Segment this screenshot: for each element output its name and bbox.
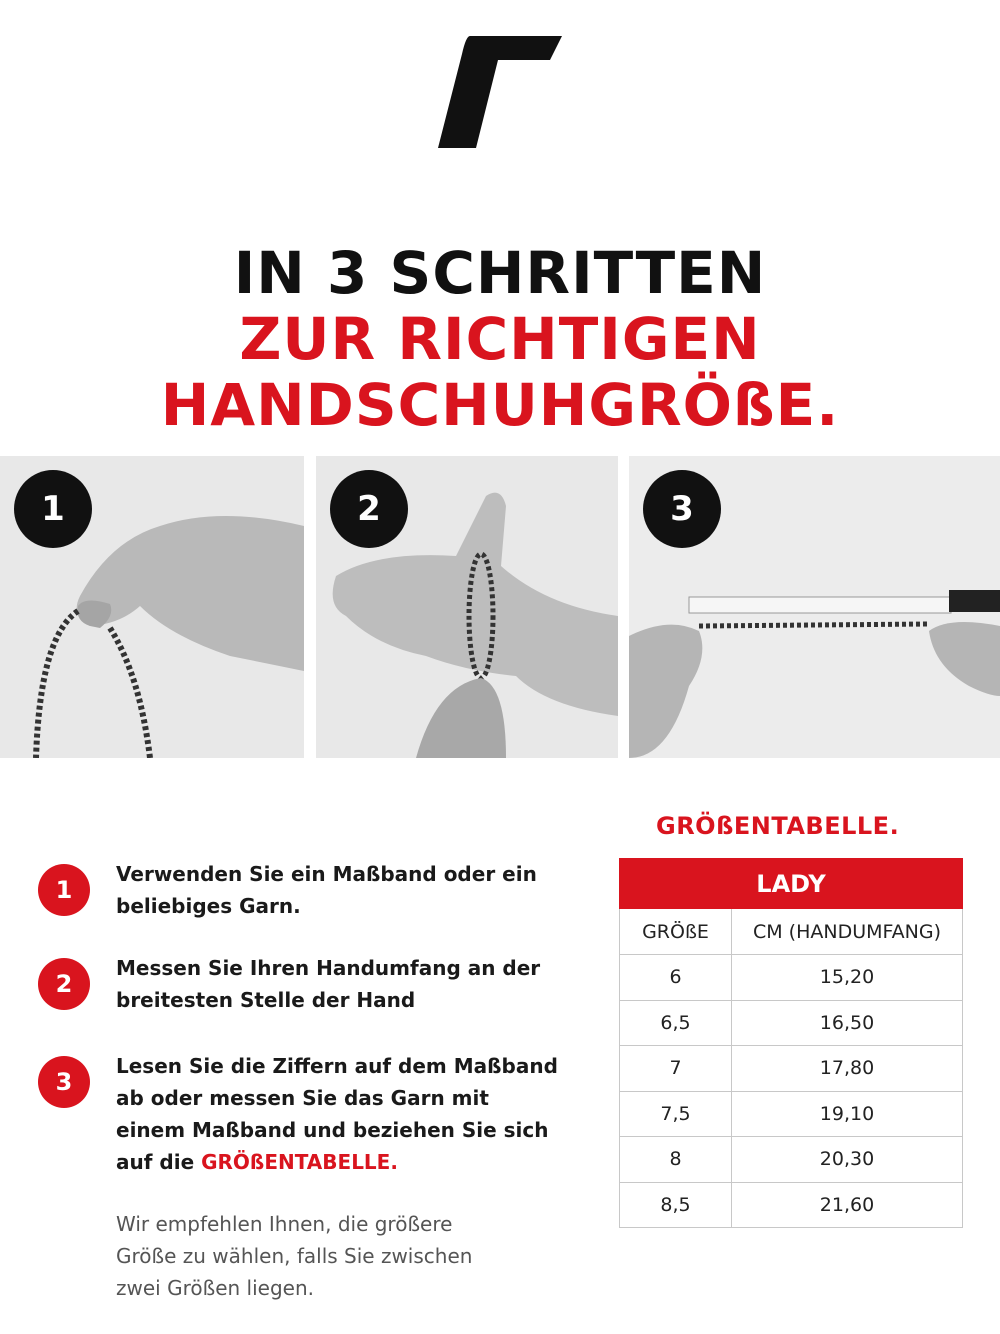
size-table bbox=[619, 858, 963, 1228]
step-1-photo bbox=[0, 456, 304, 758]
size-cell: 8 bbox=[620, 1137, 732, 1183]
step-1-text: Verwenden Sie ein Maßband oder ein beliebiges Garn. bbox=[116, 862, 537, 918]
size-cell: 7 bbox=[620, 1046, 732, 1092]
step-3-photo bbox=[629, 456, 1000, 758]
instruction-step-1 bbox=[38, 858, 558, 922]
circumference-cell: 16,50 bbox=[732, 1000, 963, 1046]
table-row bbox=[620, 1046, 963, 1092]
step-3-text: Lesen Sie die Ziffern auf dem Maßband ab oder messen Sie das Garn mit einem Maßband und beziehen Sie sich auf die bbox=[116, 1054, 558, 1174]
circumference-cell: 19,10 bbox=[732, 1091, 963, 1137]
step-1-photo-number: 1 bbox=[14, 470, 92, 548]
table-row bbox=[620, 955, 963, 1001]
step-3-photo-number: 3 bbox=[643, 470, 721, 548]
table-row bbox=[620, 1137, 963, 1183]
size-column-header: GRÖßE bbox=[620, 909, 732, 955]
circumference-cell: 17,80 bbox=[732, 1046, 963, 1092]
recommendation-note: Wir empfehlen Ihnen, die größere Größe zu wählen, falls Sie zwischen zwei Größen liegen. bbox=[116, 1212, 473, 1300]
step-2-photo-number: 2 bbox=[330, 470, 408, 548]
step-2-badge: 2 bbox=[38, 958, 90, 1010]
headline-line-3: HANDSCHUHGRÖßE. bbox=[160, 371, 840, 439]
headline-line-1: IN 3 SCHRITTEN bbox=[233, 239, 767, 307]
circumference-column-header: CM (HANDUMFANG) bbox=[732, 909, 963, 955]
size-cell: 6 bbox=[620, 955, 732, 1001]
size-table-title: GRÖßENTABELLE. bbox=[656, 812, 900, 840]
size-cell: 6,5 bbox=[620, 1000, 732, 1046]
table-row bbox=[620, 1000, 963, 1046]
instruction-step-3 bbox=[38, 1050, 558, 1178]
size-cell: 7,5 bbox=[620, 1091, 732, 1137]
circumference-cell: 20,30 bbox=[732, 1137, 963, 1183]
size-table-band: LADY bbox=[620, 859, 963, 909]
table-row bbox=[620, 1182, 963, 1228]
circumference-cell: 15,20 bbox=[732, 955, 963, 1001]
instruction-step-2 bbox=[38, 952, 558, 1016]
table-row bbox=[620, 1091, 963, 1137]
step-2-photo bbox=[316, 456, 618, 758]
reusch-logo bbox=[436, 32, 566, 152]
step-1-badge: 1 bbox=[38, 864, 90, 916]
circumference-cell: 21,60 bbox=[732, 1182, 963, 1228]
headline bbox=[0, 240, 1000, 438]
size-table-reference: GRÖßENTABELLE. bbox=[201, 1150, 398, 1174]
step-3-badge: 3 bbox=[38, 1056, 90, 1108]
headline-line-2: ZUR RICHTIGEN bbox=[239, 305, 761, 373]
step-2-text: Messen Sie Ihren Handumfang an der breitesten Stelle der Hand bbox=[116, 956, 541, 1012]
size-cell: 8,5 bbox=[620, 1182, 732, 1228]
